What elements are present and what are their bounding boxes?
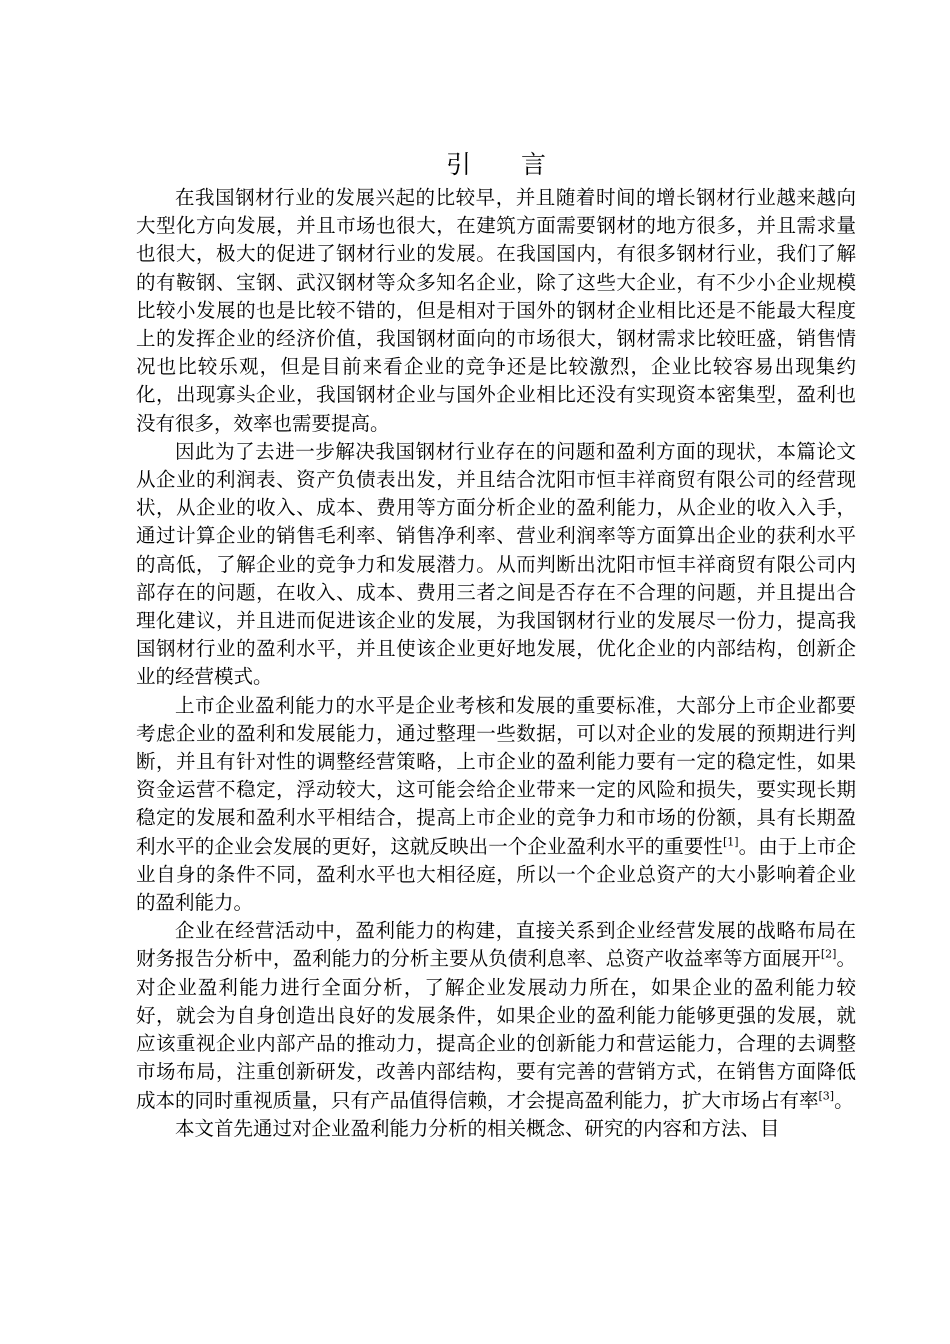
paragraph-1	[136, 184, 856, 438]
paragraph-3-text-before: 上市企业盈利能力的水平是企业考核和发展的重要标准，大部分上市企业都要考虑企业的盈利和发展能力，通过整理一些数据，可以对企业的发展的预期进行判断，并且有针对性的调整经营策略，上市企业的盈利能力要有一定的稳定性，如果资金运营不稳定，浮动较大，这可能会给企业带来一定的风险和损失，要实现长期稳定的发展和盈利水平相结合，提高上市企业的竞争力和市场的份额，具有长期盈利水平的企业会发展的更好，这就反映出一个企业盈利水平的重要性	[136, 693, 856, 858]
section-title: 引言	[445, 150, 596, 179]
citation-ref-1: [1]	[722, 835, 739, 849]
citation-ref-3: [3]	[818, 1089, 835, 1102]
paragraph-5	[136, 1115, 856, 1143]
paragraph-4-text-before: 企业在经营活动中，盈利能力的构建，直接关系到企业经营发展的战略布局在财务报告分析中，盈利能力的分析主要从负债利息率、总资产收益率等方面展开	[136, 919, 856, 971]
paragraph-3	[136, 692, 856, 918]
paragraph-4-text-after: 。	[834, 1088, 854, 1112]
paragraph-1-text: 在我国钢材行业的发展兴起的比较早，并且随着时间的增长钢材行业越来越向大型化方向发展，并且市场也很大，在建筑方面需要钢材的地方很多，并且需求量也很大，极大的促进了钢材行业的发展。在我国国内，有很多钢材行业，我们了解的有鞍钢、宝钢、武汉钢材等众多知名企业，除了这些大企业，有不少小企业规模比较小发展的也是比较不错的，但是相对于国外的钢材企业相比还是不能最大程度上的发挥企业的经济价值，我国钢材面向的市场很大，钢材需求比较旺盛，销售情况也比较乐观，但是目前来看企业的竞争还是比较激烈，企业比较容易出现集约化，出现寡头企业，我国钢材企业与国外企业相比还没有实现资本密集型，盈利也没有很多，效率也需要提高。	[136, 186, 856, 435]
paragraph-3-text-after: 。由于上市企业自身的条件不同，盈利水平也大相径庭，所以一个企业总资产的大小影响着企业的盈利能力。	[136, 834, 856, 915]
document-page	[136, 150, 856, 1143]
citation-ref-2: [2]	[820, 947, 837, 961]
paragraph-2	[136, 438, 856, 692]
paragraph-5-text: 本文首先通过对企业盈利能力分析的相关概念、研究的内容和方法、目	[175, 1116, 780, 1140]
paragraph-4-text-middle: 。对企业盈利能力进行全面分析，了解企业发展动力所在，如果企业的盈利能力较好，就会为自身创造出良好的发展条件，如果企业的盈利能力能够更强的发展，就应该重视企业内部产品的推动力，提高企业的创新能力和营运能力，合理的去调整市场布局，注重创新研发，改善内部结构，要有完善的营销方式，在销售方面降低成本的同时重视质量，只有产品值得信赖，才会提高盈利能力，扩大市场占有率	[136, 947, 856, 1112]
paragraph-4	[136, 917, 856, 1114]
paragraph-2-text: 因此为了去进一步解决我国钢材行业存在的问题和盈利方面的现状，本篇论文从企业的利润表、资产负债表出发，并且结合沈阳市恒丰祥商贸有限公司的经营现状，从企业的收入、成本、费用等方面分析企业的盈利能力，从企业的收入入手，通过计算企业的销售毛利率、销售净利率、营业利润率等方面算出企业的获利水平的高低，了解企业的竞争力和发展潜力。从而判断出沈阳市恒丰祥商贸有限公司内部存在的问题，在收入、成本、费用三者之间是否存在不合理的问题，并且提出合理化建议，并且进而促进该企业的发展，为我国钢材行业的发展尽一份力，提高我国钢材行业的盈利水平，并且使该企业更好地发展，优化企业的内部结构，创新企业的经营模式。	[136, 439, 856, 689]
